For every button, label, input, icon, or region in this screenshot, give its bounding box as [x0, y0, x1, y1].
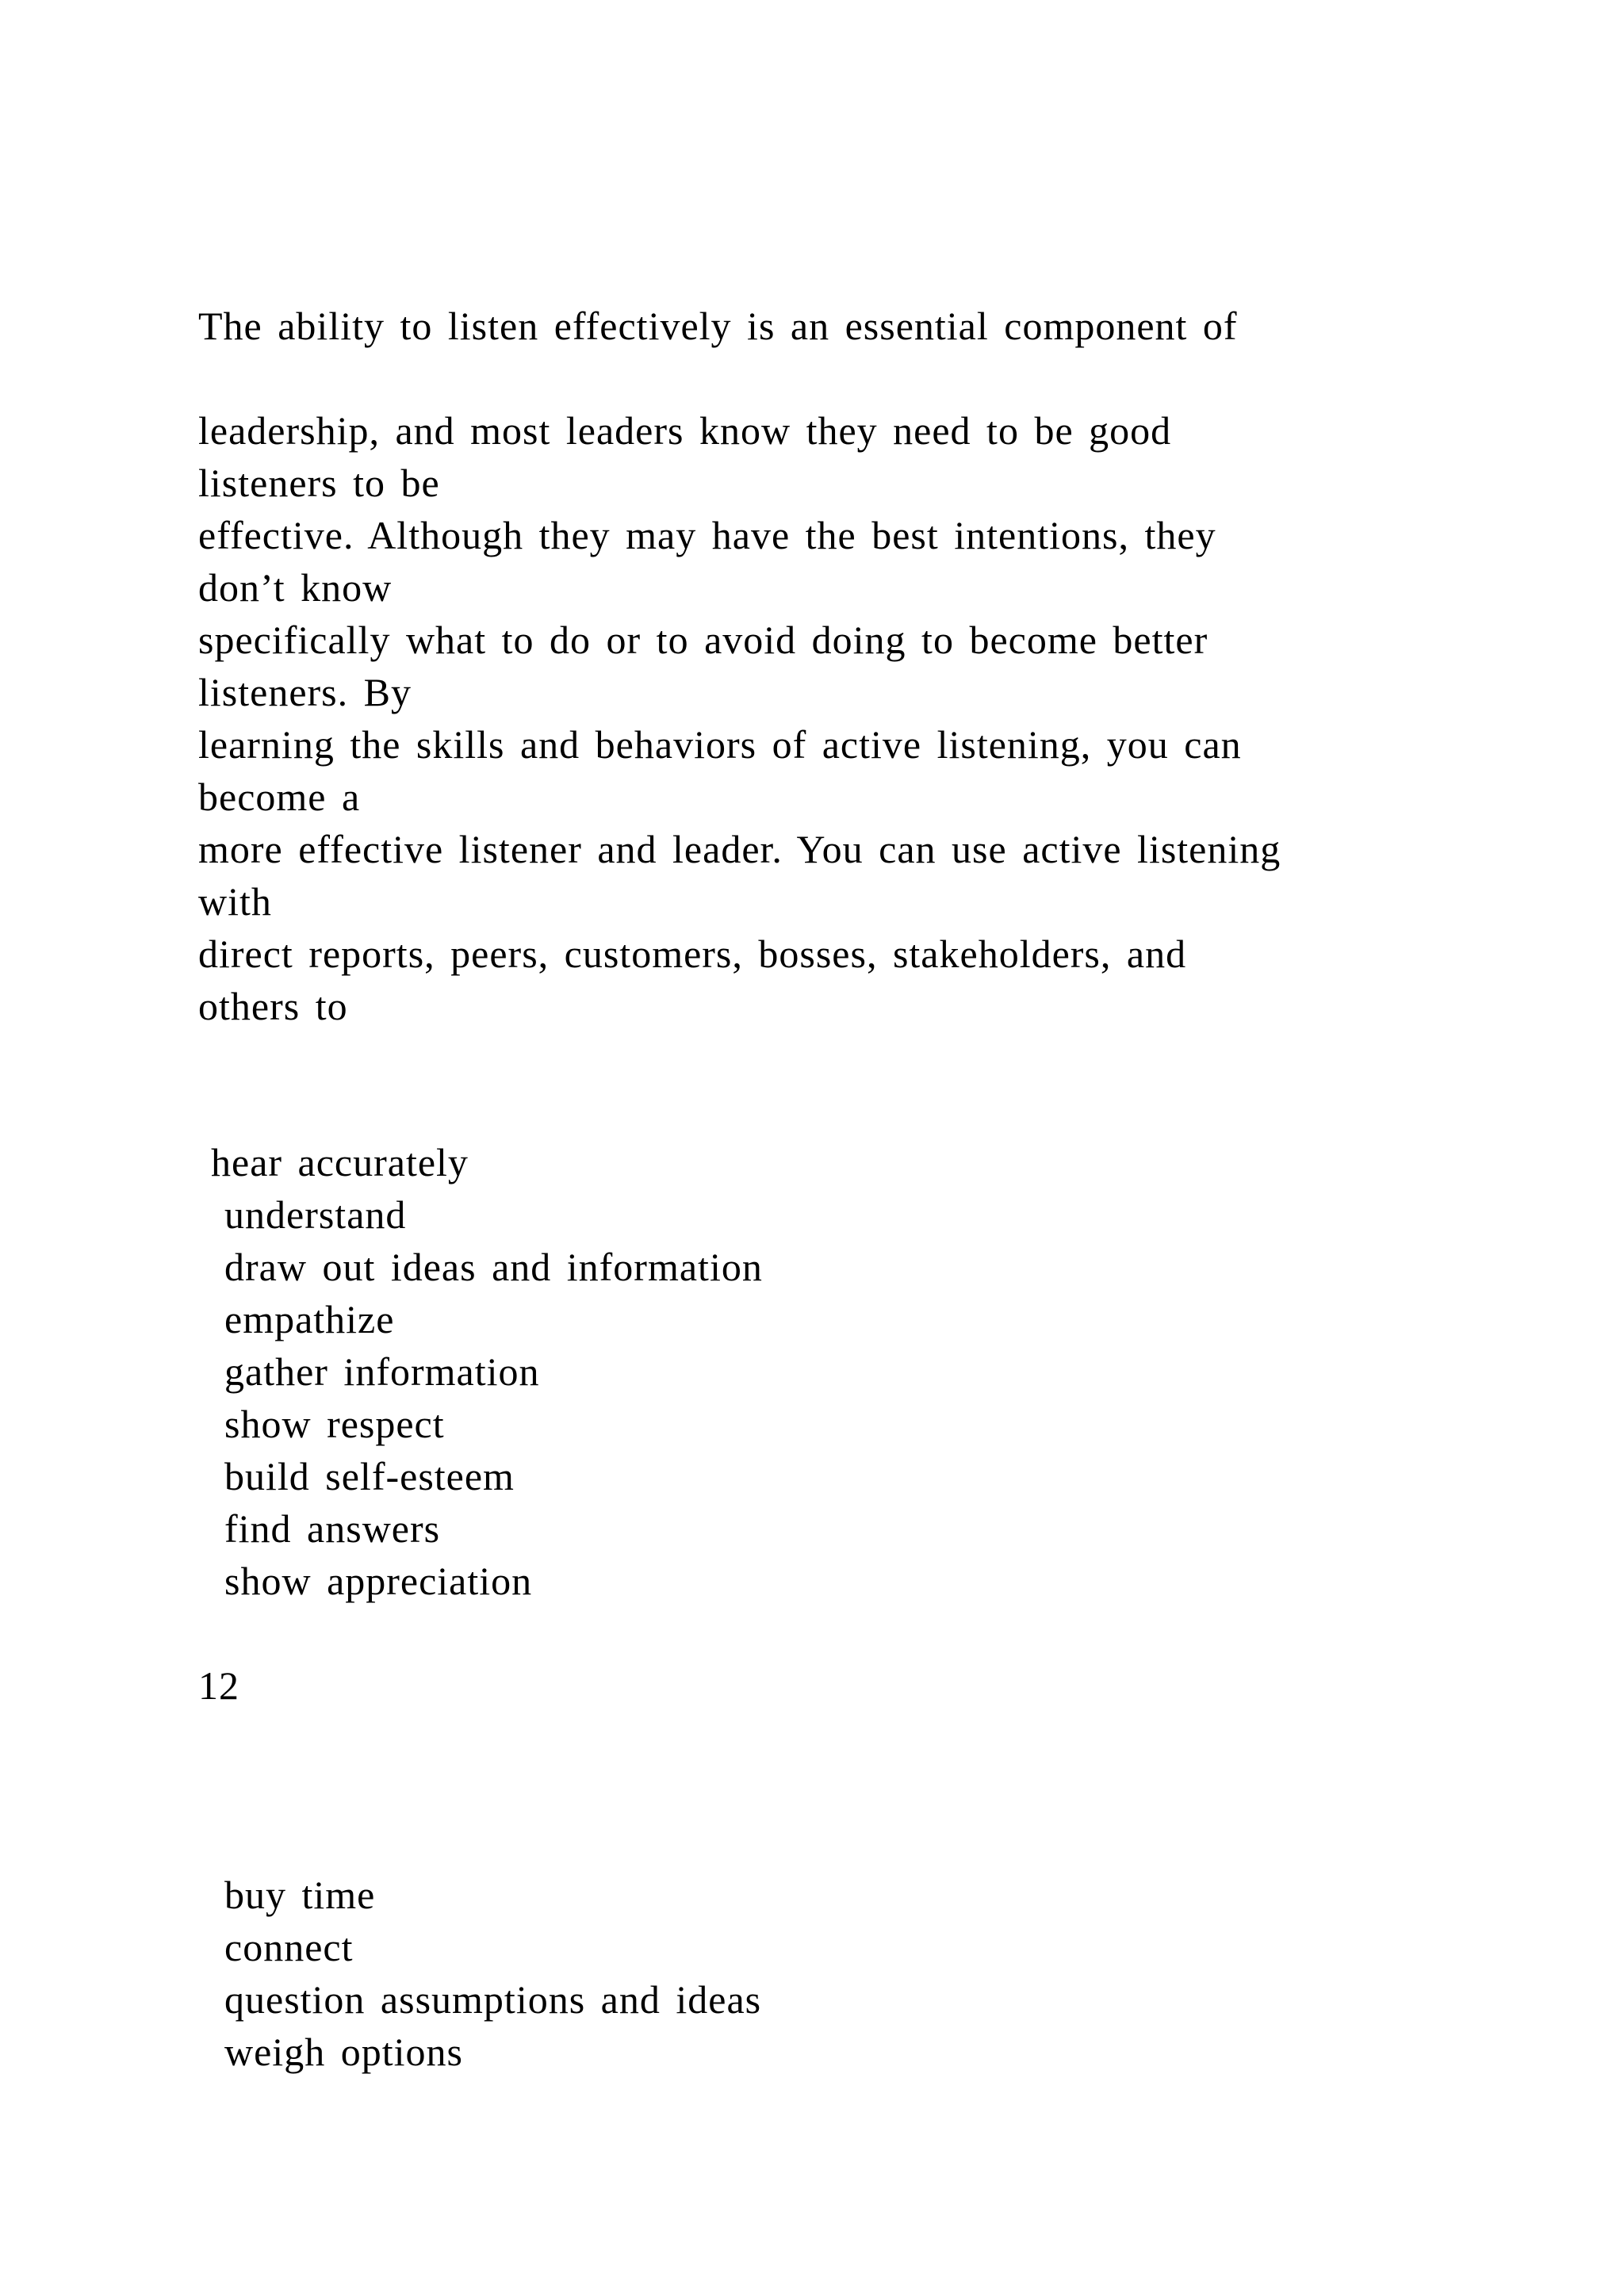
list-item: buy time [224, 1873, 376, 1917]
list-item: empathize [224, 1297, 395, 1341]
list-item: build self-esteem [224, 1454, 515, 1498]
list-item: show appreciation [224, 1559, 533, 1603]
paragraph-line: leadership, and most leaders know they need to be good [198, 408, 1172, 453]
list-item: understand [224, 1192, 407, 1237]
list-item: gather information [224, 1349, 540, 1394]
page-number: 12 [198, 1663, 239, 1708]
list-item: show respect [224, 1402, 445, 1446]
paragraph-line: become a [198, 775, 361, 819]
paragraph-line: effective. Although they may have the best intentions, they [198, 513, 1216, 557]
paragraph-line: The ability to listen effectively is an essential component of [198, 304, 1238, 348]
paragraph-line: direct reports, peers, customers, bosses, stakeholders, and [198, 932, 1187, 976]
list-item: question assumptions and ideas [224, 1977, 762, 2022]
paragraph-line: learning the skills and behaviors of active listening, you can [198, 722, 1242, 767]
paragraph-line: specifically what to do or to avoid doing to become better [198, 618, 1208, 662]
paragraph-line: others to [198, 984, 348, 1028]
paragraph-line: more effective listener and leader. You can use active listening [198, 827, 1281, 871]
paragraph-line: listeners to be [198, 461, 440, 505]
list-item: draw out ideas and information [224, 1245, 763, 1289]
paragraph-line: with [198, 879, 272, 924]
paragraph-line: don’t know [198, 565, 393, 610]
list-item: connect [224, 1925, 354, 1969]
list-item: weigh options [224, 2030, 463, 2074]
list-item: find answers [224, 1506, 441, 1551]
list-item: hear accurately [211, 1140, 469, 1184]
paragraph-line: listeners. By [198, 670, 412, 714]
